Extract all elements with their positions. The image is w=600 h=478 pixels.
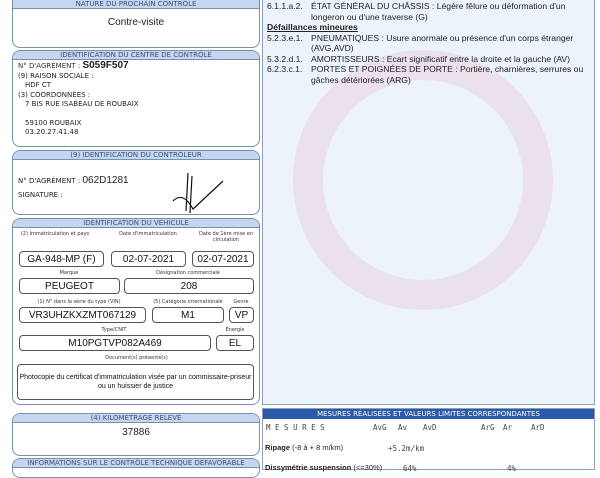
designation-label: Désignation commerciale xyxy=(156,270,220,276)
controleur-agrement-label: N° D'AGRÉMENT : xyxy=(18,177,81,185)
genre-label: Genre xyxy=(233,299,249,305)
type-field: M10PGTVP082A469 xyxy=(19,335,211,351)
col-avd: AvD xyxy=(423,423,437,432)
mesures-title: M E S U R E S xyxy=(266,423,325,432)
defaillance-item: 6.1.1.a.2. ÉTAT GÉNÉRAL DU CHÂSSIS : Légère fêlure ou déformation d'un longeron ou d'une traverse (G) xyxy=(267,1,566,22)
col-avg: AvG xyxy=(373,423,387,432)
date-circ-field: 02-07-2021 xyxy=(192,251,254,267)
col-av: Av xyxy=(398,423,408,432)
categorie-field: M1 xyxy=(152,307,224,323)
info-header: INFORMATIONS SUR LE CONTRÔLE TECHNIQUE DÉFAVORABLE xyxy=(13,459,259,468)
info-panel xyxy=(12,458,260,478)
energie-label: Énergie xyxy=(225,327,245,333)
defaillances-panel xyxy=(262,0,595,405)
marque-label: Marque xyxy=(59,270,79,276)
energie-field: EL xyxy=(216,335,254,351)
city: 59100 ROUBAIX xyxy=(25,118,82,127)
raison-label: (9) RAISON SOCIALE : xyxy=(18,71,94,80)
mineures-label: Défaillances mineures xyxy=(267,22,358,32)
col-ard: ArD xyxy=(531,423,545,432)
date-immat-field: 02-07-2021 xyxy=(111,251,186,267)
col-ar: Ar xyxy=(503,423,513,432)
defaillance-item: 5.3.2.d.1. AMORTISSEURS : Ecart significatif entre la droite et la gauche (AV) xyxy=(267,53,571,64)
genre-field: VP xyxy=(229,307,254,323)
nature-header: NATURE DU PROCHAIN CONTRÔLE xyxy=(13,0,259,9)
centre-header: IDENTIFICATION DU CENTRE DE CONTRÔLE xyxy=(13,51,259,60)
date-circ-label: Date de 1ère mise en circulation xyxy=(198,231,254,243)
ripage-av: +5.2m/km xyxy=(388,444,425,453)
col-arg: ArG xyxy=(481,423,495,432)
centre-panel xyxy=(12,50,260,147)
raison: HDF CT xyxy=(25,81,52,89)
docs-label: Document(s) présenté(s) xyxy=(105,355,168,361)
coord-label: (3) COORDONNÉES : xyxy=(18,90,91,99)
dissym-ar: 4% xyxy=(507,464,517,473)
categorie-label: (5) Catégorie internationale xyxy=(153,299,223,305)
nature-value: Contre-visite xyxy=(107,17,165,28)
vin-field: VR3UHZKXZMT067129 xyxy=(19,307,146,323)
phone: 03.20.27.41.48 xyxy=(25,128,79,136)
ripage-row: Ripage (-8 à + 8 m/km) xyxy=(265,443,344,452)
vehicule-header: IDENTIFICATION DU VÉHICULE xyxy=(13,219,259,228)
immat-label: (2) Immatriculation et pays xyxy=(20,231,90,237)
controleur-header: (9) IDENTIFICATION DU CONTRÔLEUR xyxy=(13,151,259,160)
controleur-panel xyxy=(12,150,260,215)
address: 7 BIS RUE ISABEAU DE ROUBAIX xyxy=(25,100,139,108)
vin-label: (1) N° dans la série du type (VIN) xyxy=(37,299,121,305)
centre-agrement-label: N° D'AGRÉMENT : xyxy=(18,62,81,70)
dissym-row: Dissymétrie suspension (<=30%) xyxy=(265,463,383,472)
date-immat-label: Date d'immatriculation xyxy=(119,231,177,237)
marque-field: PEUGEOT xyxy=(19,278,120,294)
centre-agrement: S059F507 xyxy=(82,60,129,71)
km-header: (4) KILOMÉTRAGE RELEVÉ xyxy=(13,414,259,423)
dissym-av: 64% xyxy=(403,464,417,473)
watermark-logo xyxy=(293,50,553,310)
signature-label: SIGNATURE : xyxy=(18,191,63,199)
km-panel xyxy=(12,413,260,456)
mesures-header: MESURES RÉALISÉES ET VALEURS LIMITES CORRESPONDANTES xyxy=(263,409,594,419)
vehicule-panel xyxy=(12,218,260,405)
controleur-agrement: 062D1281 xyxy=(82,175,129,186)
defaillance-item: 5.2.3.e.1. PNEUMATIQUES : Usure anormale ou présence d'un corps étranger (AVG,AVD) xyxy=(267,32,574,53)
defaillance-item: 6.2.3.c.1. PORTES ET POIGNÉES DE PORTE : Portière, charnières, serrures ou gâches détériorées (ARG) xyxy=(267,64,584,85)
designation-field: 208 xyxy=(124,278,254,294)
km-value: 37886 xyxy=(122,427,150,438)
nature-panel xyxy=(12,0,260,48)
type-label: Type/CNIT xyxy=(101,327,127,333)
signature-image xyxy=(168,171,228,215)
immat-field: GA-948-MP (F) xyxy=(19,251,104,267)
docs-field: Photocopie du certificat d'immatriculation visée par un commissaire-priseur ou un huissier de justice xyxy=(17,364,254,400)
mesures-panel xyxy=(262,408,595,473)
